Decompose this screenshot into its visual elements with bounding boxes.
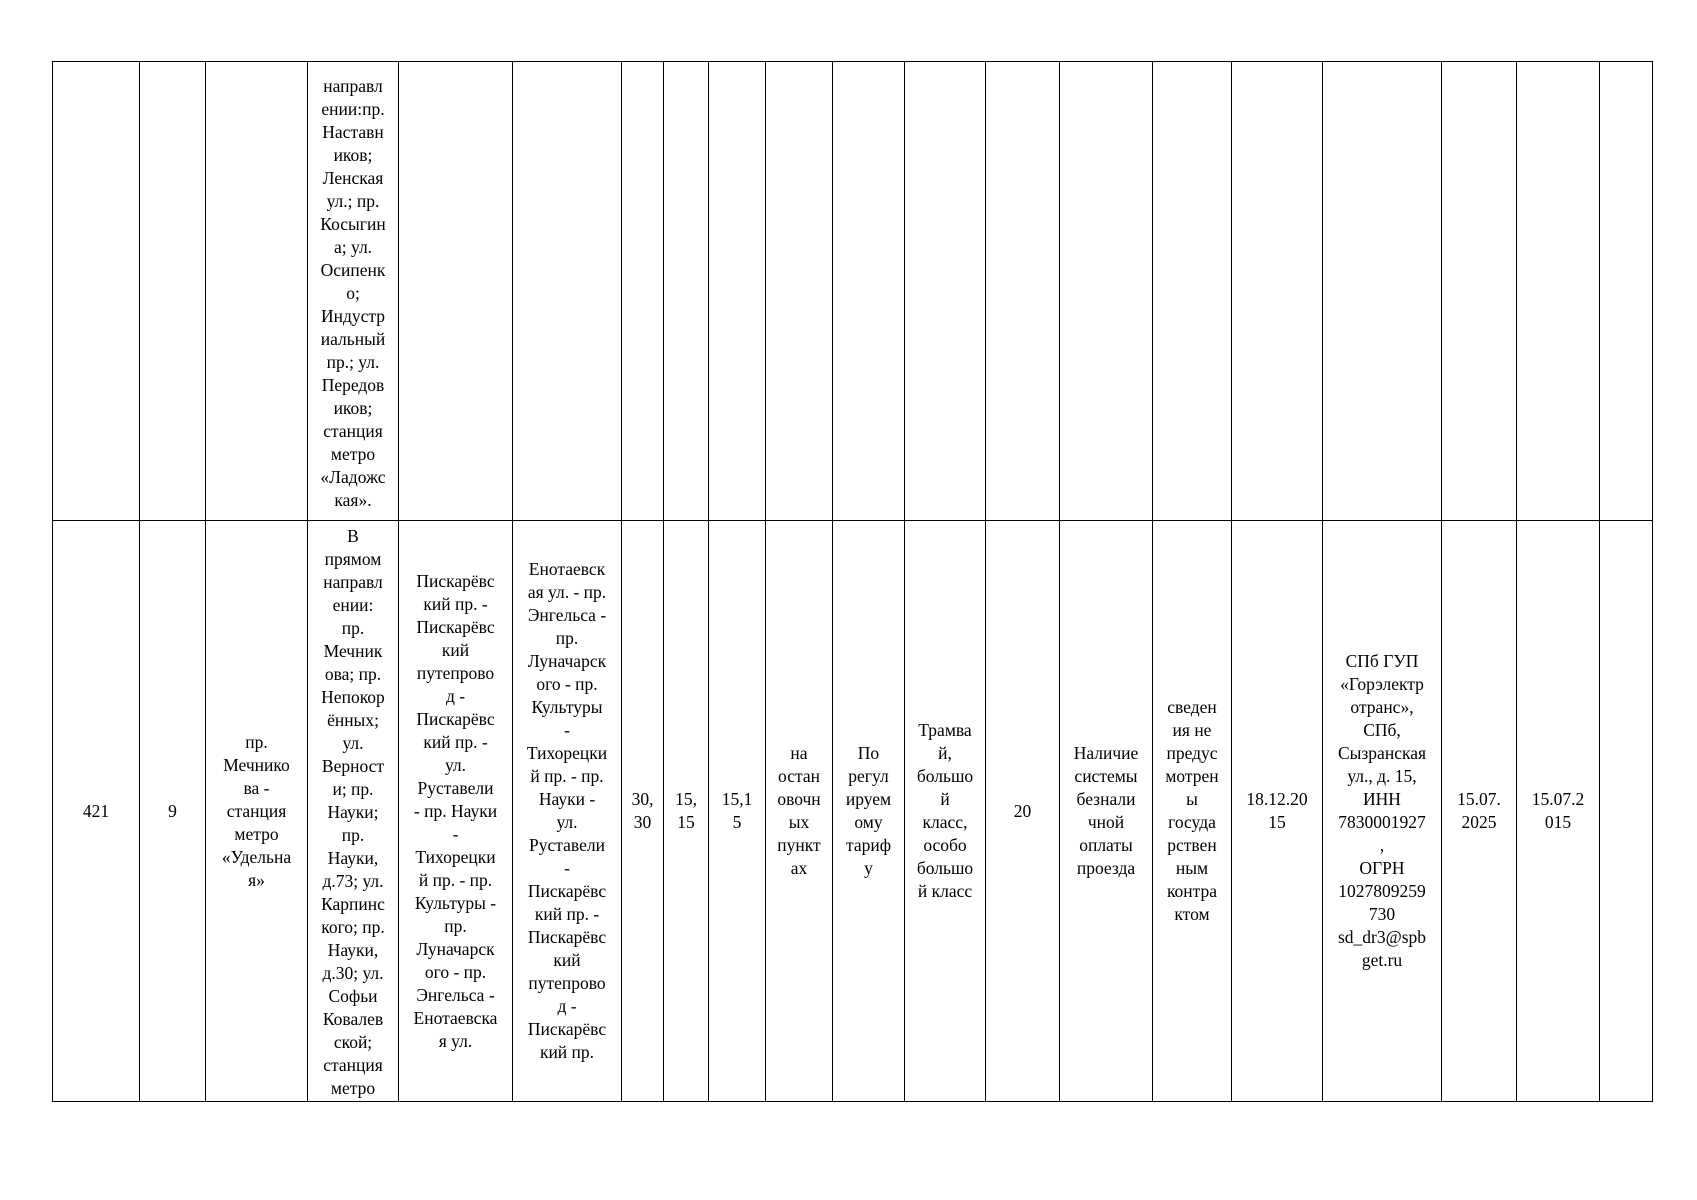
cell-streets-forward: [399, 62, 513, 521]
cell-contract: [1153, 62, 1232, 521]
cell-vehicle-count: [986, 62, 1060, 521]
cell-start-date: [1232, 62, 1323, 521]
cell-payment: Наличие системы безнали чной оплаты проезда: [1060, 521, 1153, 1102]
cell-date-a: 15.07. 2025: [1442, 521, 1517, 1102]
cell-path-forward-continued: направл ении:пр. Наставн иков; Ленская ул.; пр. Косыгин а; ул. Осипенк о; Индустр иальный пр.; ул. Передов иков; станция метро «Ладожс кая».: [308, 62, 399, 521]
cell-length-b: 15, 15: [664, 521, 709, 1102]
cell-length-a: 30, 30: [622, 521, 664, 1102]
cell-route-name: [206, 62, 308, 521]
cell-stop-order: [766, 62, 833, 521]
cell-streets-backward: Енотаевск ая ул. - пр. Энгельса - пр. Луначарск ого - пр. Культуры - Тихорецки й пр. - пр. Науки - ул. Руставели - Пискарёвс кий пр. - Пискарёвс кий путепрово д - Пискарёвс кий пр.: [513, 521, 622, 1102]
cell-vehicle-count: 20: [986, 521, 1060, 1102]
cell-start-date: 18.12.20 15: [1232, 521, 1323, 1102]
cell-date-b: 15.07.2 015: [1517, 521, 1600, 1102]
cell-last: [1600, 521, 1653, 1102]
cell-length-a: [622, 62, 664, 521]
cell-length-c: [709, 62, 766, 521]
cell-length-b: [664, 62, 709, 521]
cell-streets-backward: [513, 62, 622, 521]
document-page: [52, 61, 1652, 1098]
cell-route-name: пр. Мечнико ва - станция метро «Удельна я»: [206, 521, 308, 1102]
cell-registry-no: [53, 62, 140, 521]
cell-vehicle-type: Трамва й, большо й класс, особо большо й класс: [905, 521, 986, 1102]
cell-route-no: 9: [140, 521, 206, 1102]
route-registry-table: [52, 61, 1653, 1102]
cell-vehicle-type: [905, 62, 986, 521]
cell-date-b: [1517, 62, 1600, 521]
cell-streets-forward: Пискарёвс кий пр. - Пискарёвс кий путепрово д - Пискарёвс кий пр. - ул. Руставели - пр. Науки - Тихорецки й пр. - пр. Культуры - пр. Луначарск ого - пр. Энгельса - Енотаевска я ул.: [399, 521, 513, 1102]
cell-tariff: По регул ируем ому тариф у: [833, 521, 905, 1102]
table-row: [53, 62, 1653, 521]
cell-stop-order: на остан овочн ых пункт ах: [766, 521, 833, 1102]
cell-registry-no: 421: [53, 521, 140, 1102]
table-row: [53, 521, 1653, 1102]
cell-last: [1600, 62, 1653, 521]
cell-tariff: [833, 62, 905, 521]
cell-path-forward: В прямом направл ении: пр. Мечник ова; пр. Непокор ённых; ул. Верност и; пр. Науки; пр. Науки, д.73; ул. Карпинс кого; пр. Науки, д.30; ул. Софьи Ковалев ской; станция метро: [308, 521, 399, 1102]
cell-payment: [1060, 62, 1153, 521]
cell-carrier: [1323, 62, 1442, 521]
cell-carrier: СПб ГУП «Горэлектр отранс», СПб, Сызранская ул., д. 15, ИНН 7830001927 , ОГРН 1027809259 730 sd_dr3@spb get.ru: [1323, 521, 1442, 1102]
cell-contract: сведен ия не предус мотрен ы госуда рствен ным контра ктом: [1153, 521, 1232, 1102]
cell-route-no: [140, 62, 206, 521]
cell-date-a: [1442, 62, 1517, 521]
cell-length-c: 15,1 5: [709, 521, 766, 1102]
